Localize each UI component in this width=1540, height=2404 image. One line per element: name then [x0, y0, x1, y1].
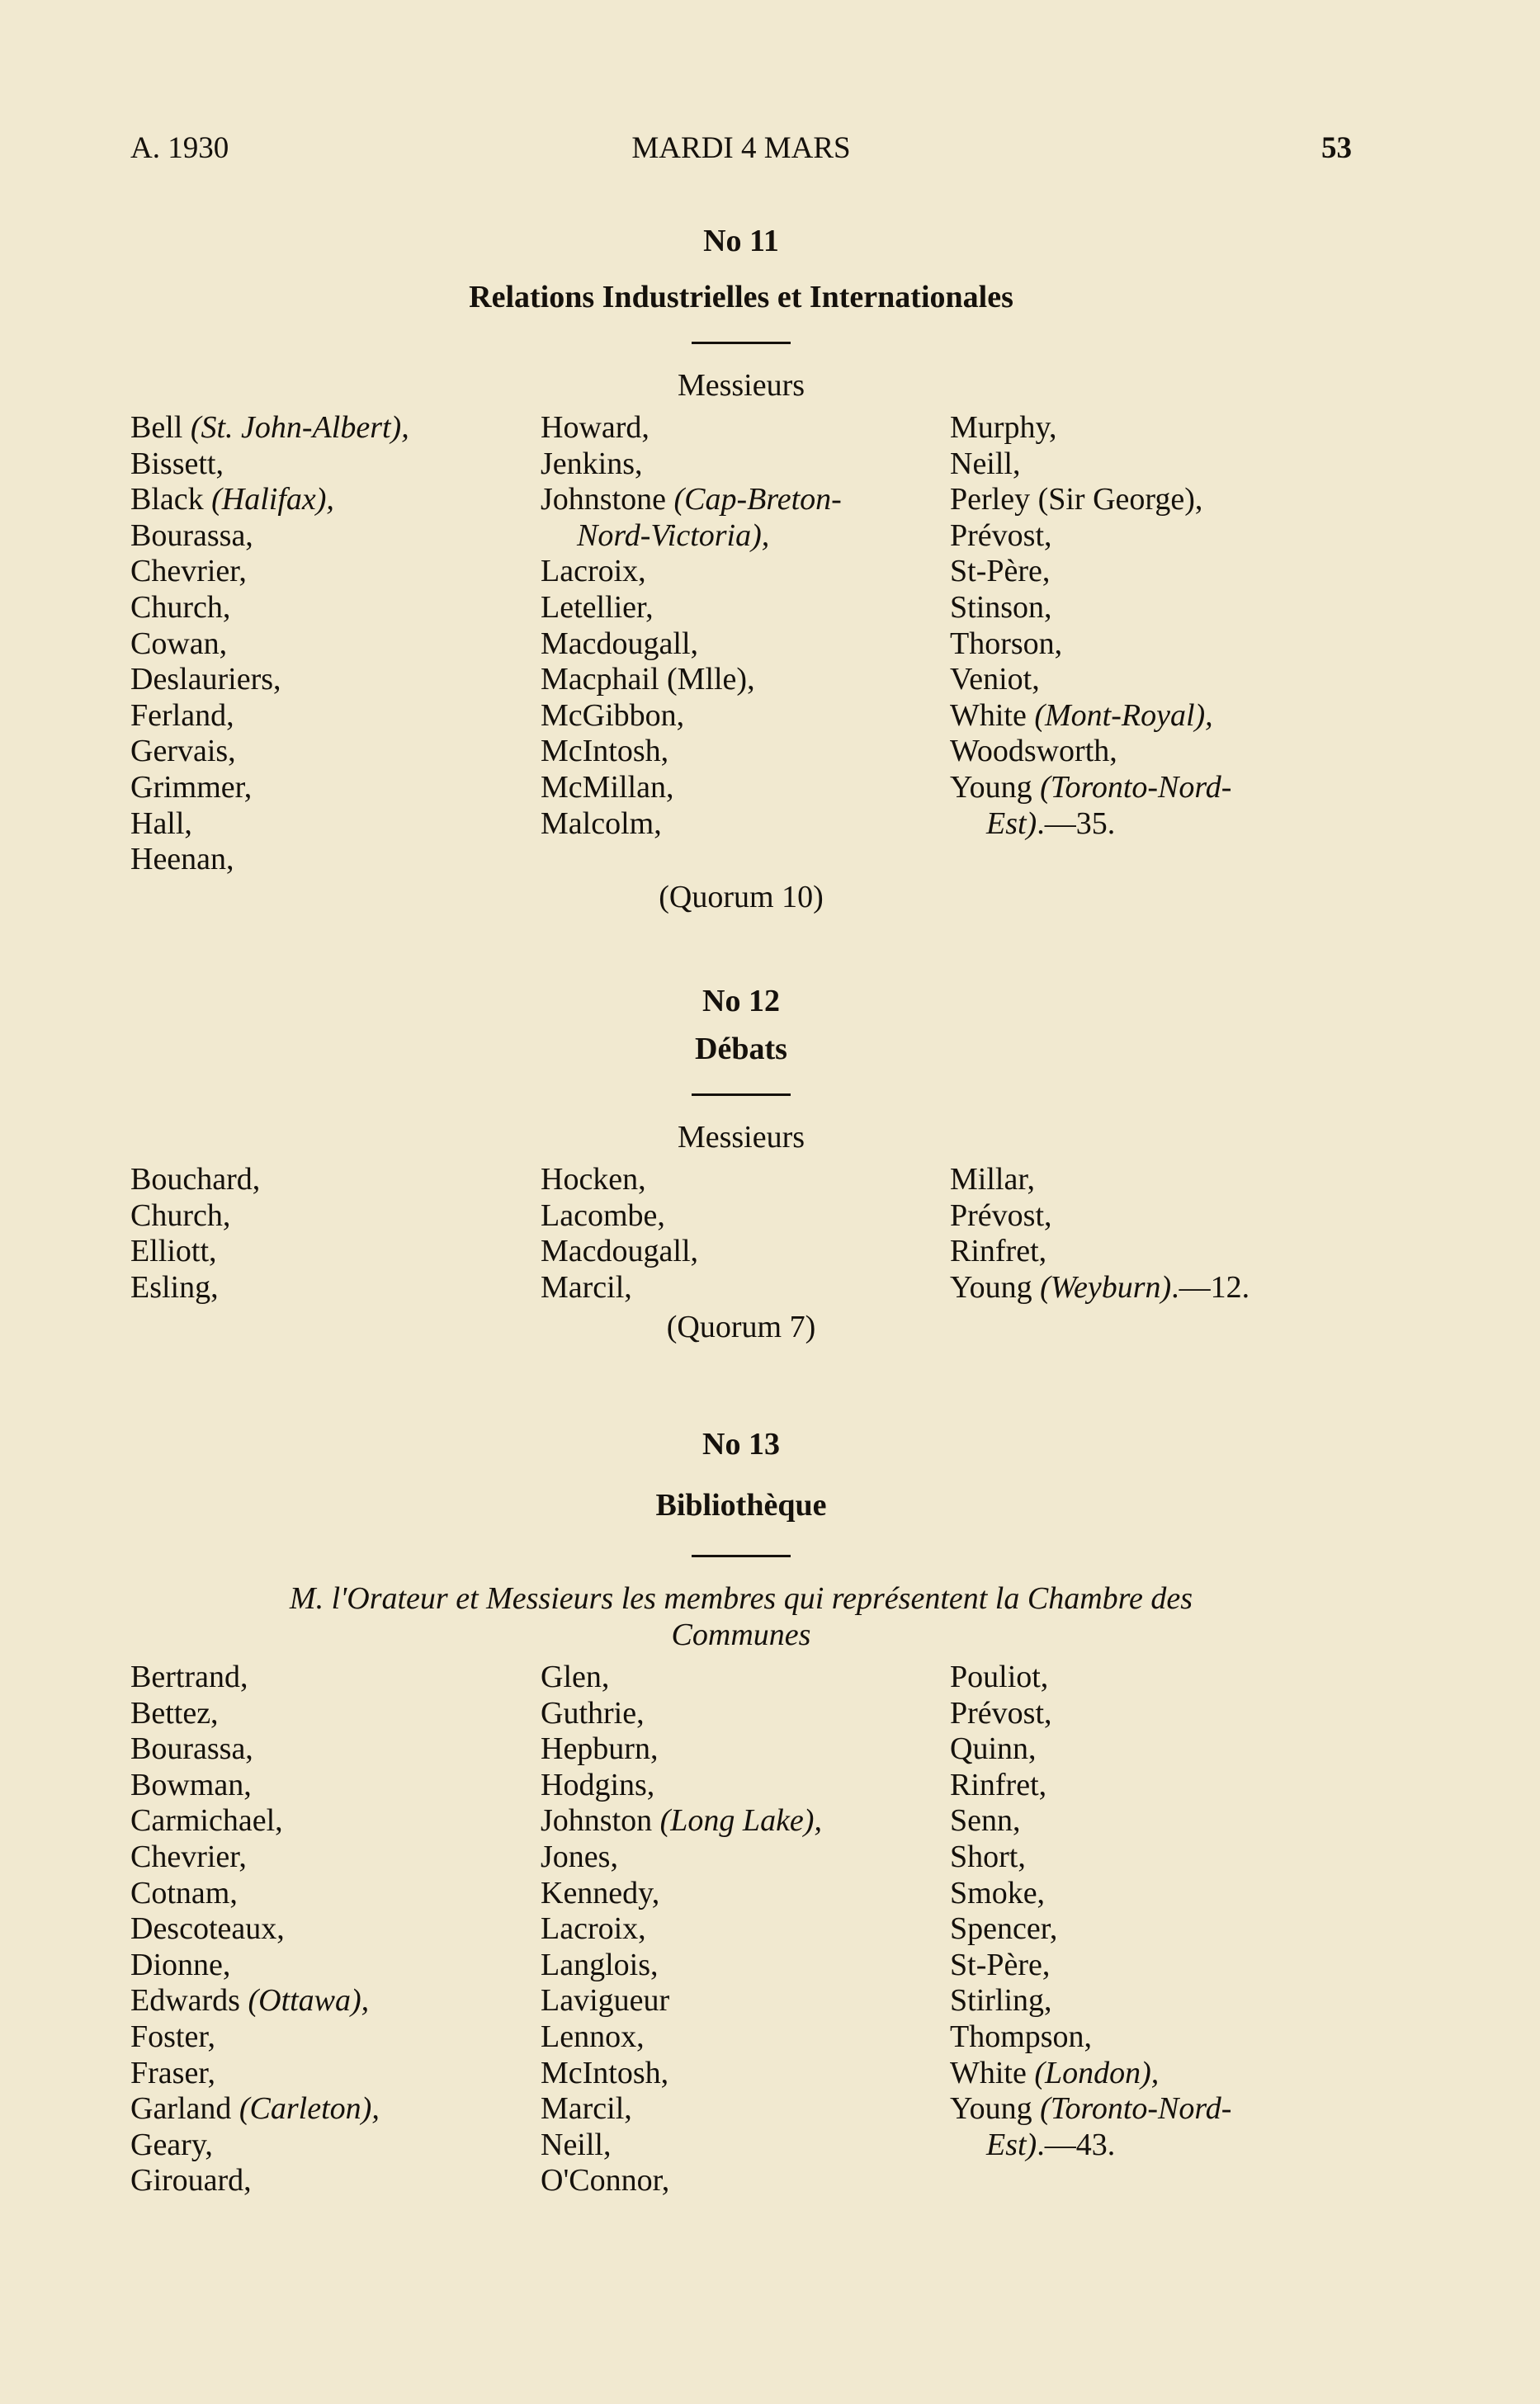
member-name: O'Connor, — [541, 2163, 670, 2199]
quorum: (Quorum 7) — [666, 1310, 816, 1344]
member-name: McMillan, — [541, 769, 674, 805]
member-name: Geary, — [130, 2127, 213, 2162]
member-name: Descoteaux, — [130, 1911, 285, 1947]
member-name: Lacroix, — [541, 554, 646, 589]
member-name: Glen, — [541, 1660, 610, 1694]
member-name: Kennedy, — [541, 1875, 660, 1910]
member-name: Fraser, — [130, 2055, 215, 2090]
member-name: Veniot, — [950, 662, 1040, 697]
member-name: Edwards (Ottawa), — [130, 1983, 370, 2019]
member-name: Carmichael, — [130, 1803, 283, 1839]
member-name: Bowman, — [130, 1767, 252, 1802]
member-column-2 — [541, 410, 928, 842]
member-name: Bourassa, — [130, 1731, 253, 1767]
member-name: Ferland, — [130, 697, 234, 733]
member-name: White (Mont-Royal), — [950, 697, 1213, 733]
member-columns — [130, 1660, 1352, 2287]
member-name: Bertrand, — [130, 1660, 248, 1694]
member-name: Elliott, — [130, 1234, 217, 1269]
section-subtitle: M. l'Orateur et Messieurs les membres qui représentent la Chambre des — [289, 1581, 1193, 1616]
member-name: Black (Halifax), — [130, 482, 334, 517]
member-column-1 — [130, 1660, 518, 2199]
member-name: Church, — [130, 589, 231, 625]
member-name: Johnstone (Cap-Breton- — [541, 482, 842, 517]
member-name: Dionne, — [130, 1947, 231, 1982]
member-name: St-Père, — [950, 554, 1051, 589]
member-name: McIntosh, — [541, 2055, 669, 2090]
member-name: Pouliot, — [950, 1660, 1049, 1694]
member-name: Bettez, — [130, 1695, 219, 1731]
section-title: Relations Industrielles et Internationales — [469, 280, 1013, 314]
member-columns — [130, 410, 1352, 879]
member-count: Est).—43. — [986, 2127, 1116, 2162]
member-column-1 — [130, 1162, 518, 1306]
member-column-1 — [130, 410, 518, 878]
member-name: Guthrie, — [541, 1695, 645, 1731]
member-name: Lavigueur — [541, 1983, 670, 2019]
member-name: Lennox, — [541, 2019, 645, 2054]
divider — [692, 1555, 791, 1557]
member-name: Smoke, — [950, 1875, 1046, 1910]
member-name: Marcil, — [541, 2091, 632, 2127]
member-name: Chevrier, — [130, 1839, 247, 1874]
member-name: Young (Weyburn).—12. — [950, 1269, 1250, 1305]
member-name: Church, — [130, 1197, 231, 1233]
member-name: Short, — [950, 1839, 1026, 1874]
member-name: Prévost, — [950, 517, 1052, 553]
member-name: Bell (St. John-Albert), — [130, 410, 409, 445]
member-name: Stirling, — [950, 1983, 1052, 2019]
page-number: 53 — [1321, 131, 1352, 165]
member-name: Senn, — [950, 1803, 1021, 1839]
member-name: Foster, — [130, 2019, 215, 2054]
member-name: Howard, — [541, 410, 650, 445]
member-name: Spencer, — [950, 1911, 1058, 1947]
member-name: Chevrier, — [130, 554, 247, 589]
section-subtitle: Messieurs — [677, 368, 805, 403]
header-date: MARDI 4 MARS — [631, 131, 851, 165]
member-name: Hepburn, — [541, 1731, 659, 1767]
committee-section-11 — [130, 221, 1352, 915]
member-name: Young (Toronto-Nord- — [950, 2091, 1232, 2127]
section-number: No 13 — [702, 1427, 780, 1462]
member-name: Jenkins, — [541, 446, 643, 481]
member-name: Rinfret, — [950, 1234, 1047, 1269]
member-name: Thompson, — [950, 2019, 1093, 2054]
member-name: Millar, — [950, 1162, 1035, 1197]
member-name: Garland (Carleton), — [130, 2091, 380, 2127]
member-name: Hall, — [130, 805, 192, 841]
member-name: Hodgins, — [541, 1767, 655, 1802]
member-name: Johnston (Long Lake), — [541, 1803, 822, 1839]
quorum: (Quorum 10) — [659, 880, 824, 914]
section-number: No 11 — [703, 224, 779, 258]
member-name: McIntosh, — [541, 734, 669, 769]
member-name: Prévost, — [950, 1695, 1052, 1731]
member-name: Deslauriers, — [130, 662, 281, 697]
member-name: Gervais, — [130, 734, 236, 769]
member-name: Prévost, — [950, 1197, 1052, 1233]
member-name: Perley (Sir George), — [950, 482, 1203, 517]
member-name: Macdougall, — [541, 626, 699, 661]
member-name: Cotnam, — [130, 1875, 238, 1910]
member-name: Macphail (Mlle), — [541, 662, 755, 697]
member-name: Lacombe, — [541, 1197, 665, 1233]
member-name: Cowan, — [130, 626, 228, 661]
member-name: Murphy, — [950, 410, 1057, 445]
member-name: Girouard, — [130, 2163, 252, 2199]
member-columns — [130, 1162, 1352, 1309]
committee-section-13 — [130, 1424, 1352, 2287]
member-column-3 — [950, 1162, 1338, 1306]
section-subtitle: Messieurs — [677, 1120, 805, 1155]
committee-section-12 — [130, 981, 1352, 1345]
member-name: Hocken, — [541, 1162, 646, 1197]
member-count: Est).—35. — [986, 805, 1116, 841]
member-name: Woodsworth, — [950, 734, 1117, 769]
member-name: Lacroix, — [541, 1911, 646, 1947]
member-name: Letellier, — [541, 589, 654, 625]
member-name: Young (Toronto-Nord- — [950, 769, 1232, 805]
member-name: Bourassa, — [130, 517, 253, 553]
section-title: Débats — [695, 1032, 787, 1066]
member-name: Rinfret, — [950, 1767, 1047, 1802]
member-name: Bouchard, — [130, 1162, 261, 1197]
section-subtitle-continued: Communes — [671, 1618, 811, 1652]
member-name: Bissett, — [130, 446, 224, 481]
member-column-3 — [950, 1660, 1338, 2163]
header-session: A. 1930 — [130, 131, 229, 165]
member-name: Langlois, — [541, 1947, 659, 1982]
member-name: Neill, — [950, 446, 1021, 481]
member-name: Quinn, — [950, 1731, 1037, 1767]
member-name: Stinson, — [950, 589, 1052, 625]
member-name: Esling, — [130, 1269, 219, 1305]
member-name: Marcil, — [541, 1269, 632, 1305]
member-name: Grimmer, — [130, 769, 253, 805]
member-column-2 — [541, 1162, 928, 1306]
member-name: Macdougall, — [541, 1234, 699, 1269]
divider — [692, 1093, 791, 1096]
page-header — [130, 130, 1352, 172]
member-column-3 — [950, 410, 1338, 842]
member-name: Heenan, — [130, 842, 234, 877]
section-number: No 12 — [702, 984, 780, 1018]
member-name-continued: Nord-Victoria), — [577, 517, 770, 553]
member-name: Thorson, — [950, 626, 1063, 661]
member-name: White (London), — [950, 2055, 1160, 2090]
divider — [692, 342, 791, 344]
section-title: Bibliothèque — [655, 1488, 827, 1523]
member-name: St-Père, — [950, 1947, 1051, 1982]
member-name: Jones, — [541, 1839, 618, 1874]
member-column-2 — [541, 1660, 928, 2199]
member-name: Neill, — [541, 2127, 612, 2162]
member-name: McGibbon, — [541, 697, 685, 733]
member-name: Malcolm, — [541, 805, 662, 841]
